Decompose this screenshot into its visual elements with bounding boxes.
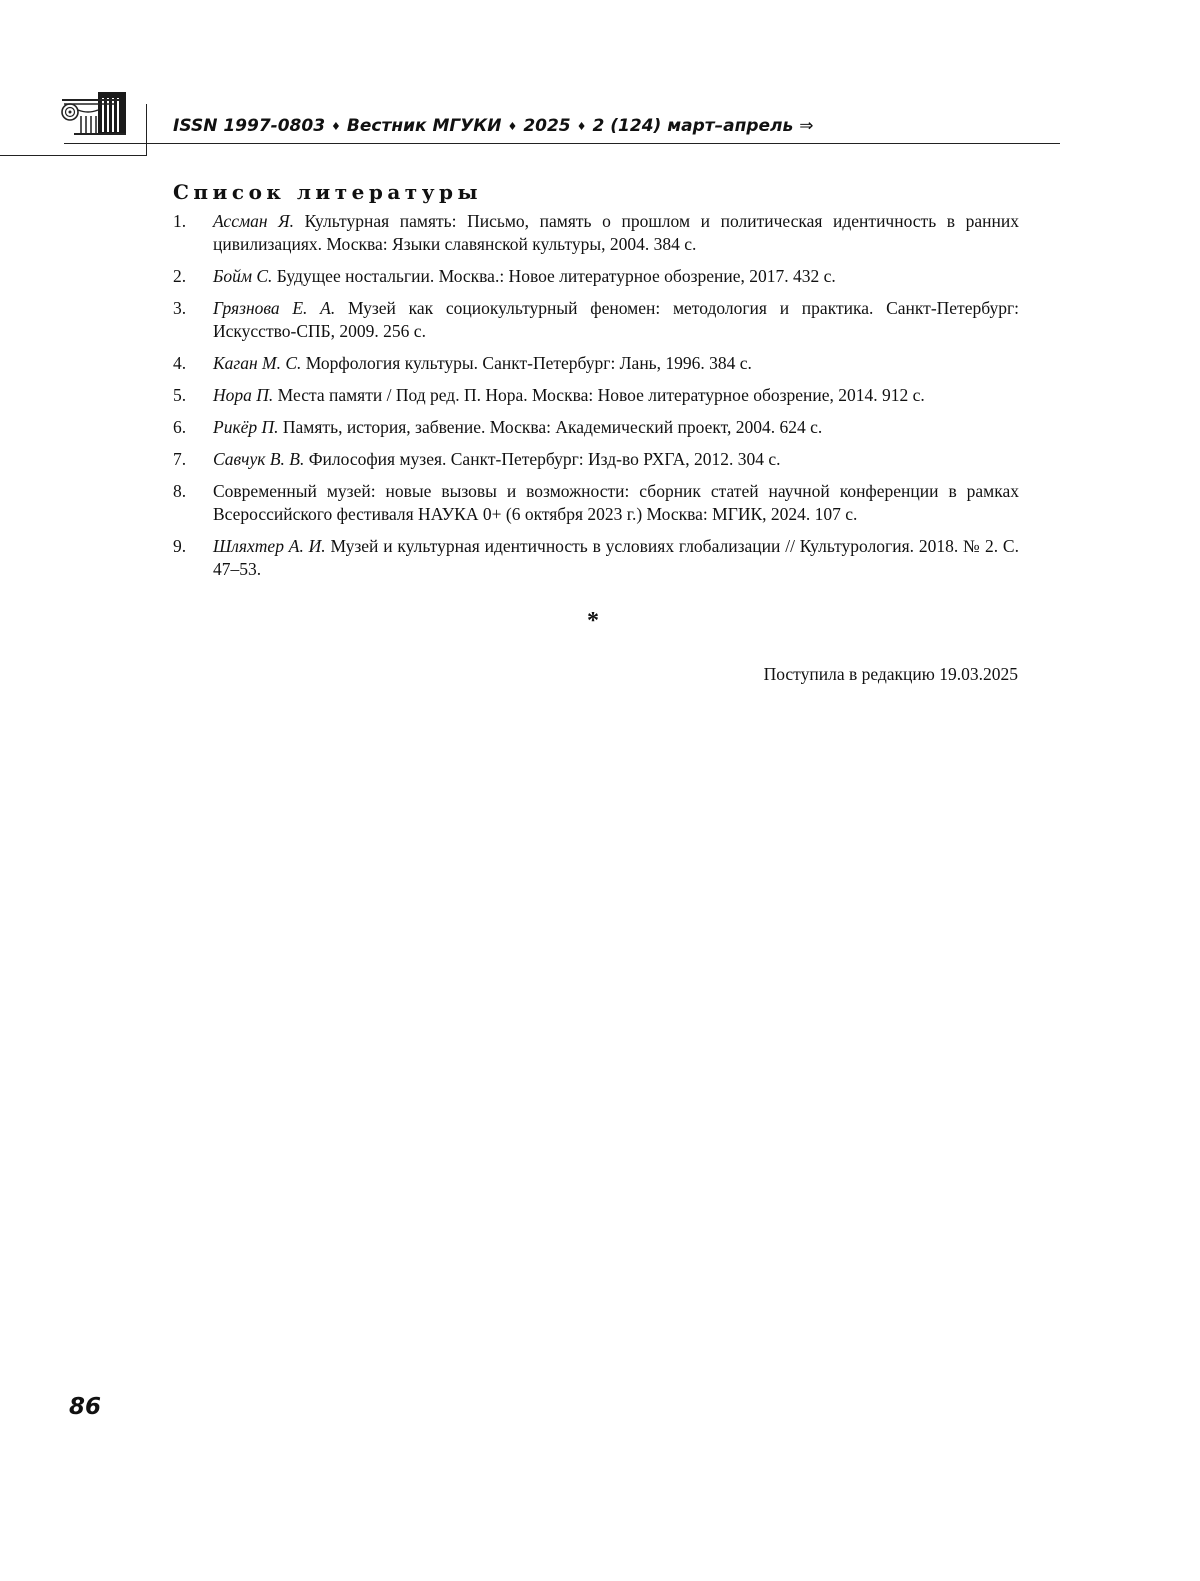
header-issue: 2 (124) март–апрель bbox=[592, 116, 794, 136]
received-date: Поступила в редакцию 19.03.2025 bbox=[763, 664, 1018, 684]
reference-item: 4. Каган М. С. Морфология культуры. Санкт-Петербург: Лань, 1996. 384 с. bbox=[173, 353, 752, 373]
header-left-rule bbox=[0, 155, 147, 156]
reference-item: 3. Грязнова Е. А. Музей как социокультурный феномен: методология и практика. Санкт-Петербург: Искусство-СПБ, 2009. 256 с. bbox=[173, 298, 1019, 341]
header-vertical-rule bbox=[146, 104, 147, 156]
diamond-separator-icon: ♦ bbox=[507, 120, 518, 133]
diamond-separator-icon: ♦ bbox=[331, 120, 341, 133]
ionic-column-capital-icon bbox=[58, 90, 128, 138]
reference-item: 6. Рикёр П. Память, история, забвение. Москва: Академический проект, 2004. 624 с. bbox=[173, 417, 823, 437]
right-arrow-icon: ⇒ bbox=[799, 116, 814, 136]
reference-item: 5. Нора П. Места памяти / Под ред. П. Нора. Москва: Новое литературное обозрение, 2014. 912 с. bbox=[173, 385, 925, 405]
reference-item: 9. Шляхтер А. И. Музей и культурная идентичность в условиях глобализации // Культурология. 2018. № 2. С. 47–53. bbox=[173, 536, 1019, 579]
header-journal: Вестник МГУКИ bbox=[346, 116, 502, 136]
running-header bbox=[173, 116, 813, 136]
references-title: Список литературы bbox=[173, 180, 483, 204]
header-rule bbox=[146, 143, 1060, 144]
header-logo-rule bbox=[64, 143, 146, 144]
references-list bbox=[173, 210, 1019, 590]
reference-item: 7. Савчук В. В. Философия музея. Санкт-Петербург: Изд-во РХГА, 2012. 304 с. bbox=[173, 449, 781, 469]
section-divider-asterisk: * bbox=[587, 608, 599, 634]
reference-item: 8. Современный музей: новые вызовы и возможности: сборник статей научной конференции в рамках Всероссийского фестиваля НАУКА 0+ (6 октября 2023 г.) Москва: МГИК, 2024. 107 с. bbox=[173, 481, 1019, 524]
reference-item: 2. Бойм С. Будущее ностальгии. Москва.: Новое литературное обозрение, 2017. 432 с. bbox=[173, 266, 836, 286]
header-issn: ISSN 1997-0803 bbox=[173, 116, 326, 136]
reference-item: 1. Ассман Я. Культурная память: Письмо, память о прошлом и политическая идентичность в ранних цивилизациях. Москва: Языки славянской культуры, 2004. 384 с. bbox=[173, 211, 1020, 254]
page-number: 86 bbox=[69, 1394, 102, 1420]
header-year: 2025 bbox=[523, 116, 571, 136]
diamond-separator-icon: ♦ bbox=[576, 120, 587, 133]
